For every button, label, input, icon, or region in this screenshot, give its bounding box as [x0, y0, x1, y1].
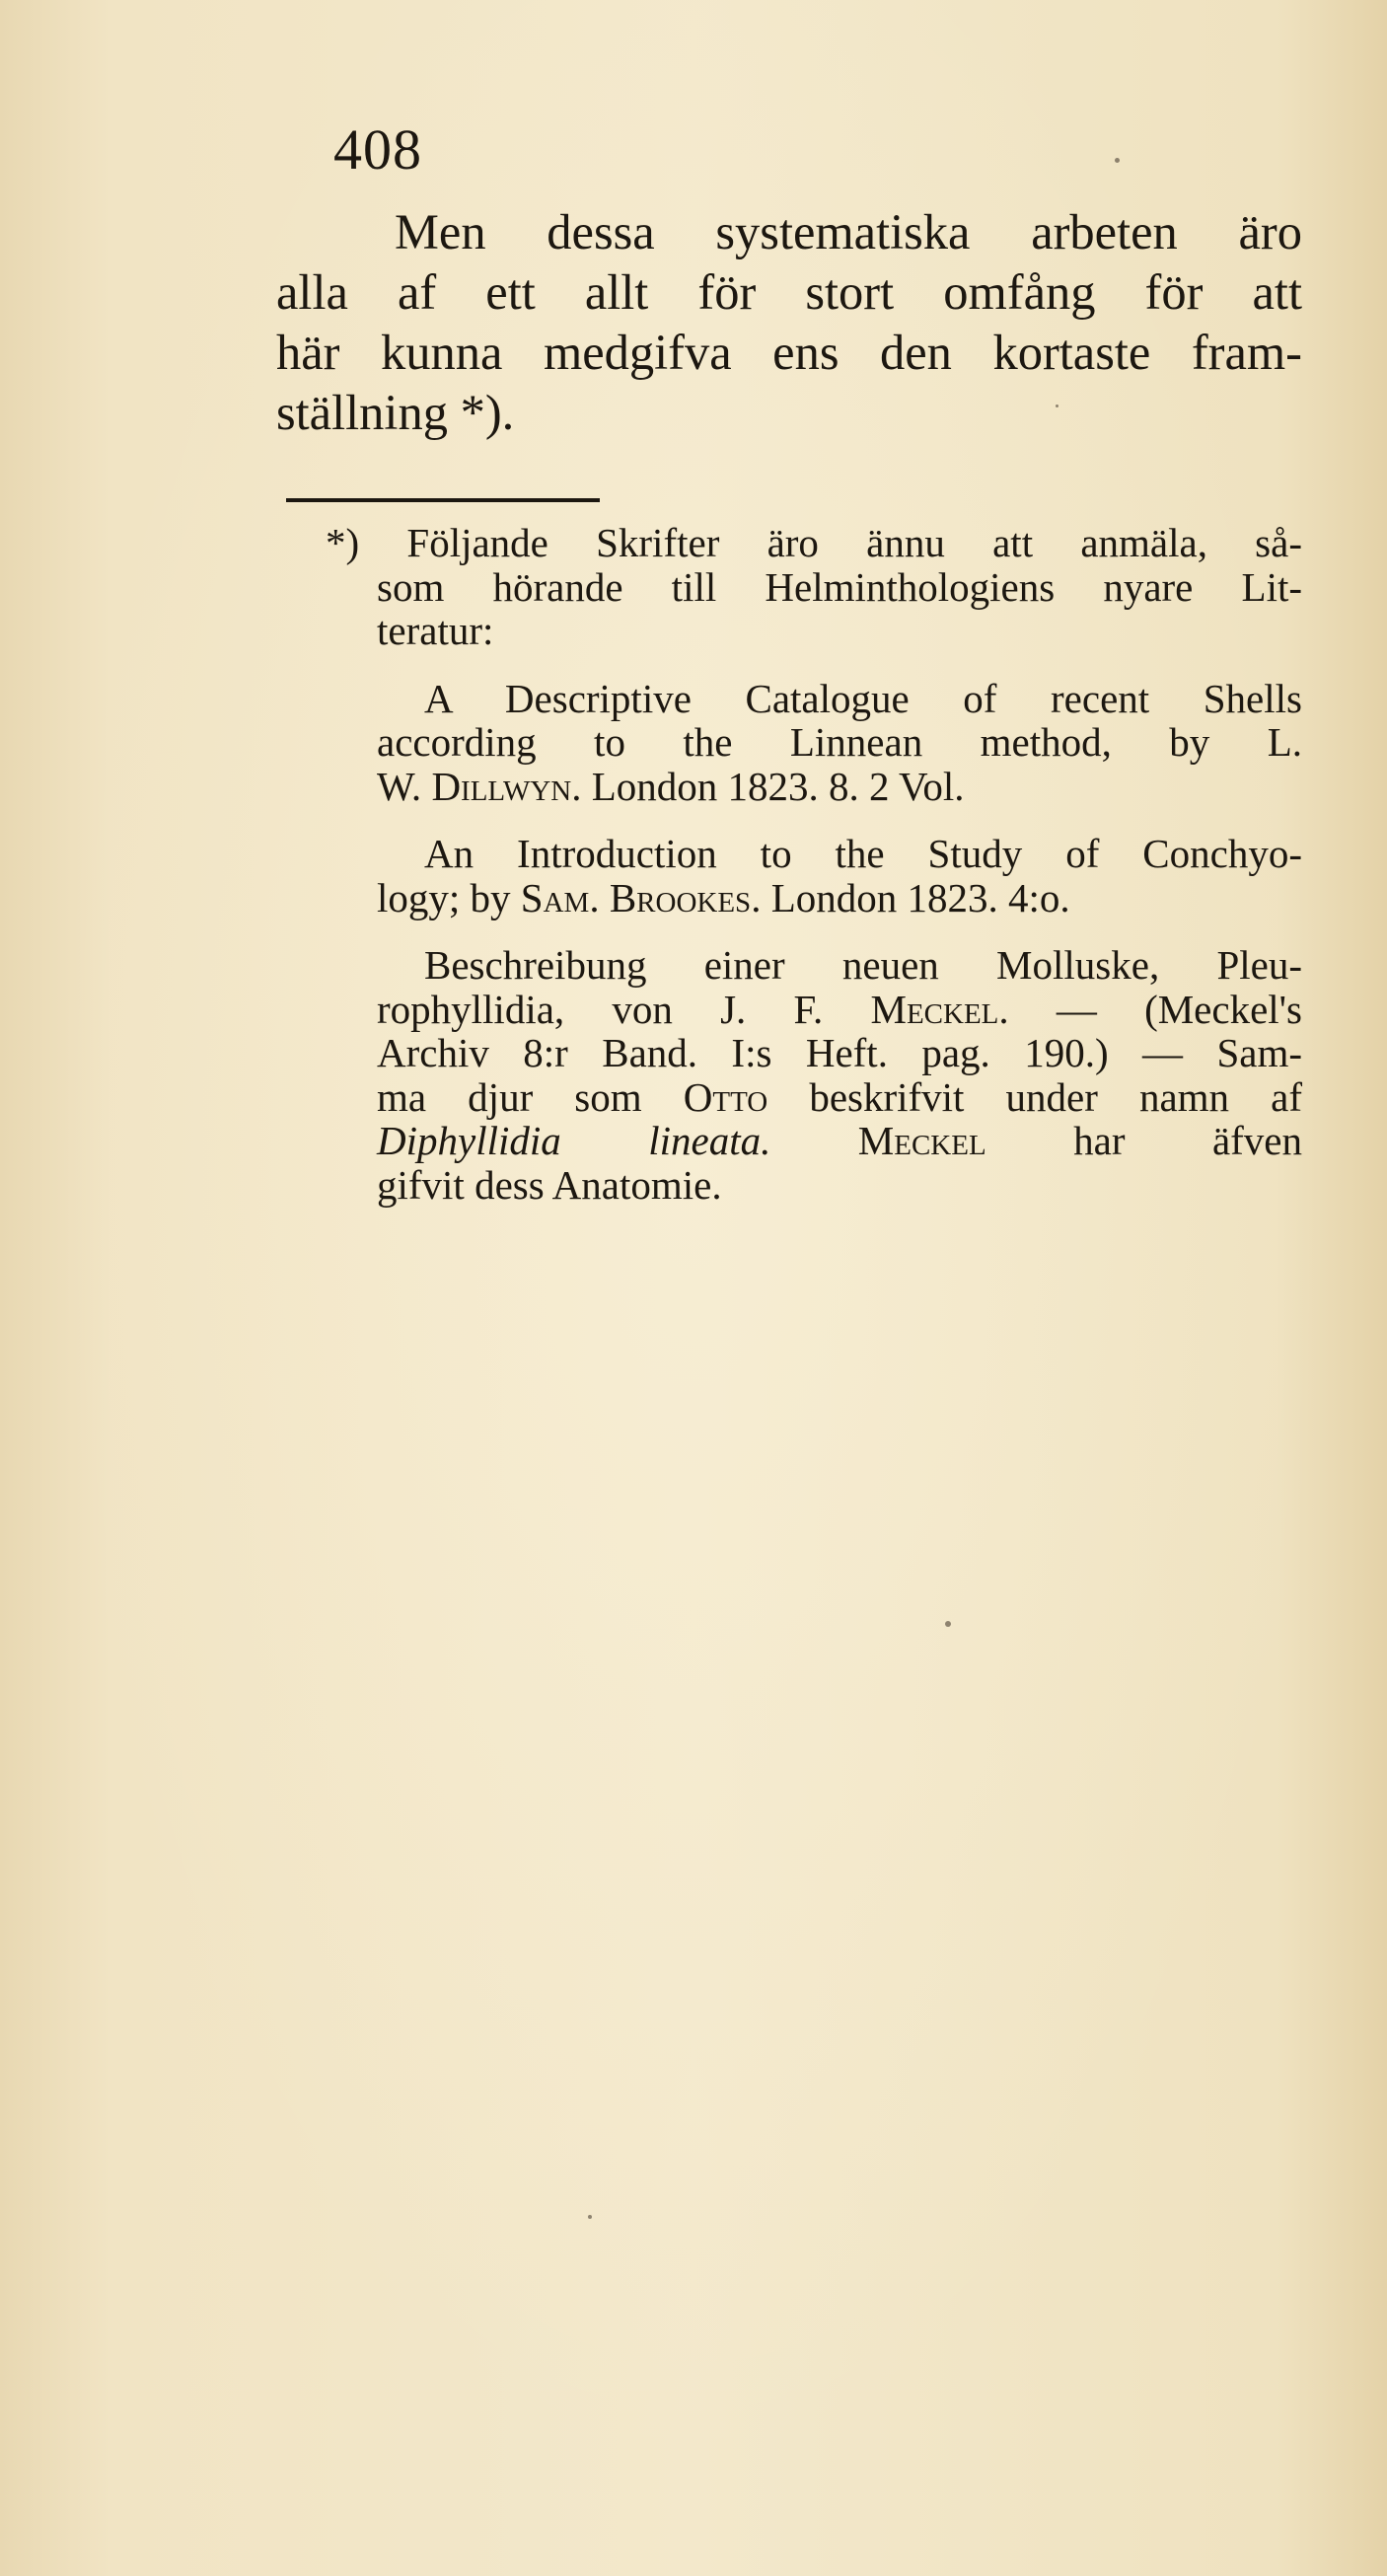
reference-line — [326, 988, 1302, 1032]
reference-text: W. — [377, 763, 422, 809]
reference-text: har äfven — [1073, 1118, 1302, 1163]
reference-text: . — (Meckel's — [998, 986, 1303, 1032]
page-number: 408 — [333, 117, 422, 182]
footnote-intro-line: teratur: — [377, 608, 494, 653]
spacer — [326, 808, 1302, 832]
author-name: Meckel — [857, 1118, 986, 1163]
footnote-intro-line: som hörande till Helminthologiens nyare Lit- — [377, 563, 1302, 610]
reference-line: An Introduction to the Study of Conchyo- — [424, 831, 1302, 876]
body-line: ställning *). — [276, 385, 515, 440]
reference-text: ma djur som — [377, 1073, 642, 1120]
reference-entry-meckel — [326, 943, 1302, 1207]
reference-line: A Descriptive Catalogue of recent Shells — [424, 675, 1302, 721]
spacer — [326, 920, 1302, 943]
reference-line — [326, 876, 1302, 920]
reference-text: . London 1823. 8. 2 Vol. — [571, 763, 965, 809]
reference-line: according to the Linnean method, by L. — [377, 719, 1302, 765]
reference-line — [326, 765, 1302, 809]
ink-speck — [588, 2215, 592, 2219]
footnote-intro-line: *) Följande Skrifter äro ännu att anmäla, så- — [326, 520, 1302, 565]
reference-line — [326, 1119, 1302, 1163]
reference-line: Archiv 8:r Band. I:s Heft. pag. 190.) — Sam- — [377, 1030, 1302, 1075]
main-paragraph — [276, 202, 1302, 443]
reference-entry-brookes — [326, 832, 1302, 920]
reference-text: beskrifvit under namn af — [809, 1073, 1302, 1120]
reference-text: logy; by — [377, 874, 511, 920]
body-line: alla af ett allt för stort omfång för att — [276, 264, 1302, 320]
author-name: Otto — [683, 1073, 768, 1120]
reference-text: rophyllidia, von J. F. — [377, 986, 824, 1032]
ink-speck — [1115, 158, 1120, 163]
species-name: Diphyllidia lineata. — [377, 1118, 771, 1163]
reference-line — [326, 1075, 1302, 1120]
author-name: Meckel — [870, 986, 999, 1032]
footnote — [326, 521, 1302, 1207]
reference-line: Beschreibung einer neuen Molluske, Pleu- — [424, 942, 1302, 988]
spacer — [326, 653, 1302, 677]
body-line: här kunna medgifva ens den kortaste fram- — [276, 325, 1302, 380]
ink-speck — [945, 1621, 951, 1627]
author-name: Dillwyn — [431, 763, 572, 809]
author-name: Sam. Brookes — [520, 874, 752, 920]
body-line: Men dessa systematiska arbeten äro — [395, 204, 1302, 259]
reference-line: gifvit dess Anatomie. — [377, 1161, 722, 1208]
footnote-divider — [286, 498, 600, 502]
reference-text: . London 1823. 4:o. — [751, 874, 1070, 920]
reference-entry-dillwyn — [326, 677, 1302, 809]
